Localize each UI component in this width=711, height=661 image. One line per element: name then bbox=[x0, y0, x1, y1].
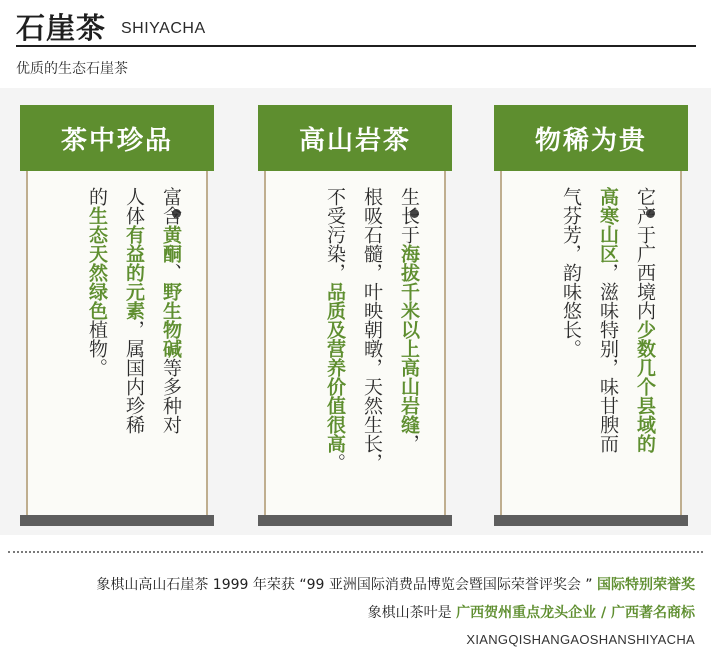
footer-divider bbox=[8, 551, 703, 553]
card-foot-bar bbox=[494, 515, 688, 526]
text-column bbox=[631, 187, 658, 507]
body-text: 植物。 bbox=[86, 320, 108, 377]
card-text bbox=[547, 187, 658, 507]
header-divider bbox=[16, 45, 696, 47]
scroll-rail-right bbox=[444, 171, 446, 515]
card-2 bbox=[258, 105, 452, 472]
page-title: 石崖茶 bbox=[16, 11, 107, 45]
card-3 bbox=[494, 105, 688, 453]
scroll-rail-left bbox=[500, 171, 502, 515]
card-1 bbox=[20, 105, 214, 434]
page-header bbox=[16, 6, 696, 50]
text-column bbox=[557, 187, 584, 507]
text-column bbox=[120, 187, 147, 507]
award-line bbox=[96, 574, 695, 594]
body-text: 生长于 bbox=[398, 187, 420, 244]
award-text: 象棋山高山石崖茶 1999 年荣获 “99 亚洲国际消费品博览会暨国际荣誉评奖会 ” bbox=[96, 577, 593, 593]
text-column bbox=[395, 187, 422, 507]
scroll-rail-left bbox=[264, 171, 266, 515]
company-highlight: 广西贺州重点龙头企业 / 广西著名商标 bbox=[456, 605, 695, 621]
body-text: 根吸石髓，叶映朝暾，天然生长， bbox=[361, 187, 383, 472]
highlight-text: 生态天然绿色 bbox=[86, 206, 108, 320]
highlight-text: 品质及营养价值很高 bbox=[324, 282, 346, 453]
card-title: 高山岩茶 bbox=[258, 105, 452, 171]
scroll-rail-left bbox=[26, 171, 28, 515]
body-text: 人体 bbox=[123, 187, 145, 225]
card-title: 物稀为贵 bbox=[494, 105, 688, 171]
highlight-text: 黄酮 bbox=[160, 225, 182, 263]
card-foot-bar bbox=[20, 515, 214, 526]
card-title: 茶中珍品 bbox=[20, 105, 214, 171]
body-text: 、 bbox=[160, 263, 182, 282]
highlight-text: 海拔千米以上高山岩缝 bbox=[398, 244, 420, 434]
body-text: 富含 bbox=[160, 187, 182, 225]
company-line bbox=[368, 602, 695, 622]
body-text: ，属国内珍稀 bbox=[123, 320, 145, 434]
text-column bbox=[157, 187, 184, 507]
body-text: 的 bbox=[86, 187, 108, 206]
body-text: 不受污染， bbox=[324, 187, 346, 282]
highlight-text: 有益的元素 bbox=[123, 225, 145, 320]
card-foot-bar bbox=[258, 515, 452, 526]
company-text: 象棋山茶叶是 bbox=[367, 605, 452, 621]
body-text: 它产于广西境内 bbox=[634, 187, 656, 320]
body-text: 气芬芳，韵味悠长。 bbox=[560, 187, 582, 358]
page-subtitle: 优质的生态石崖茶 bbox=[16, 61, 128, 77]
scroll-rail-right bbox=[680, 171, 682, 515]
body-text: ， bbox=[398, 434, 420, 453]
card-text bbox=[73, 187, 184, 507]
page-title-english: SHIYACHA bbox=[121, 20, 206, 37]
highlight-text: 少数几个县域的 bbox=[634, 320, 656, 453]
footer-pinyin: XIANGQISHANGAOSHANSHIYACHA bbox=[466, 632, 695, 647]
text-column bbox=[83, 187, 110, 507]
body-text: 。 bbox=[324, 453, 346, 472]
award-highlight: 国际特别荣誉奖 bbox=[597, 577, 695, 593]
scroll-rail-right bbox=[206, 171, 208, 515]
highlight-text: 野生物碱 bbox=[160, 282, 182, 358]
body-text: 等多种对 bbox=[160, 358, 182, 434]
body-text: ，滋味特别，味甘腴而 bbox=[597, 263, 619, 453]
text-column bbox=[321, 187, 348, 507]
text-column bbox=[594, 187, 621, 507]
card-text bbox=[311, 187, 422, 507]
highlight-text: 高寒山区 bbox=[597, 187, 619, 263]
text-column bbox=[358, 187, 385, 507]
